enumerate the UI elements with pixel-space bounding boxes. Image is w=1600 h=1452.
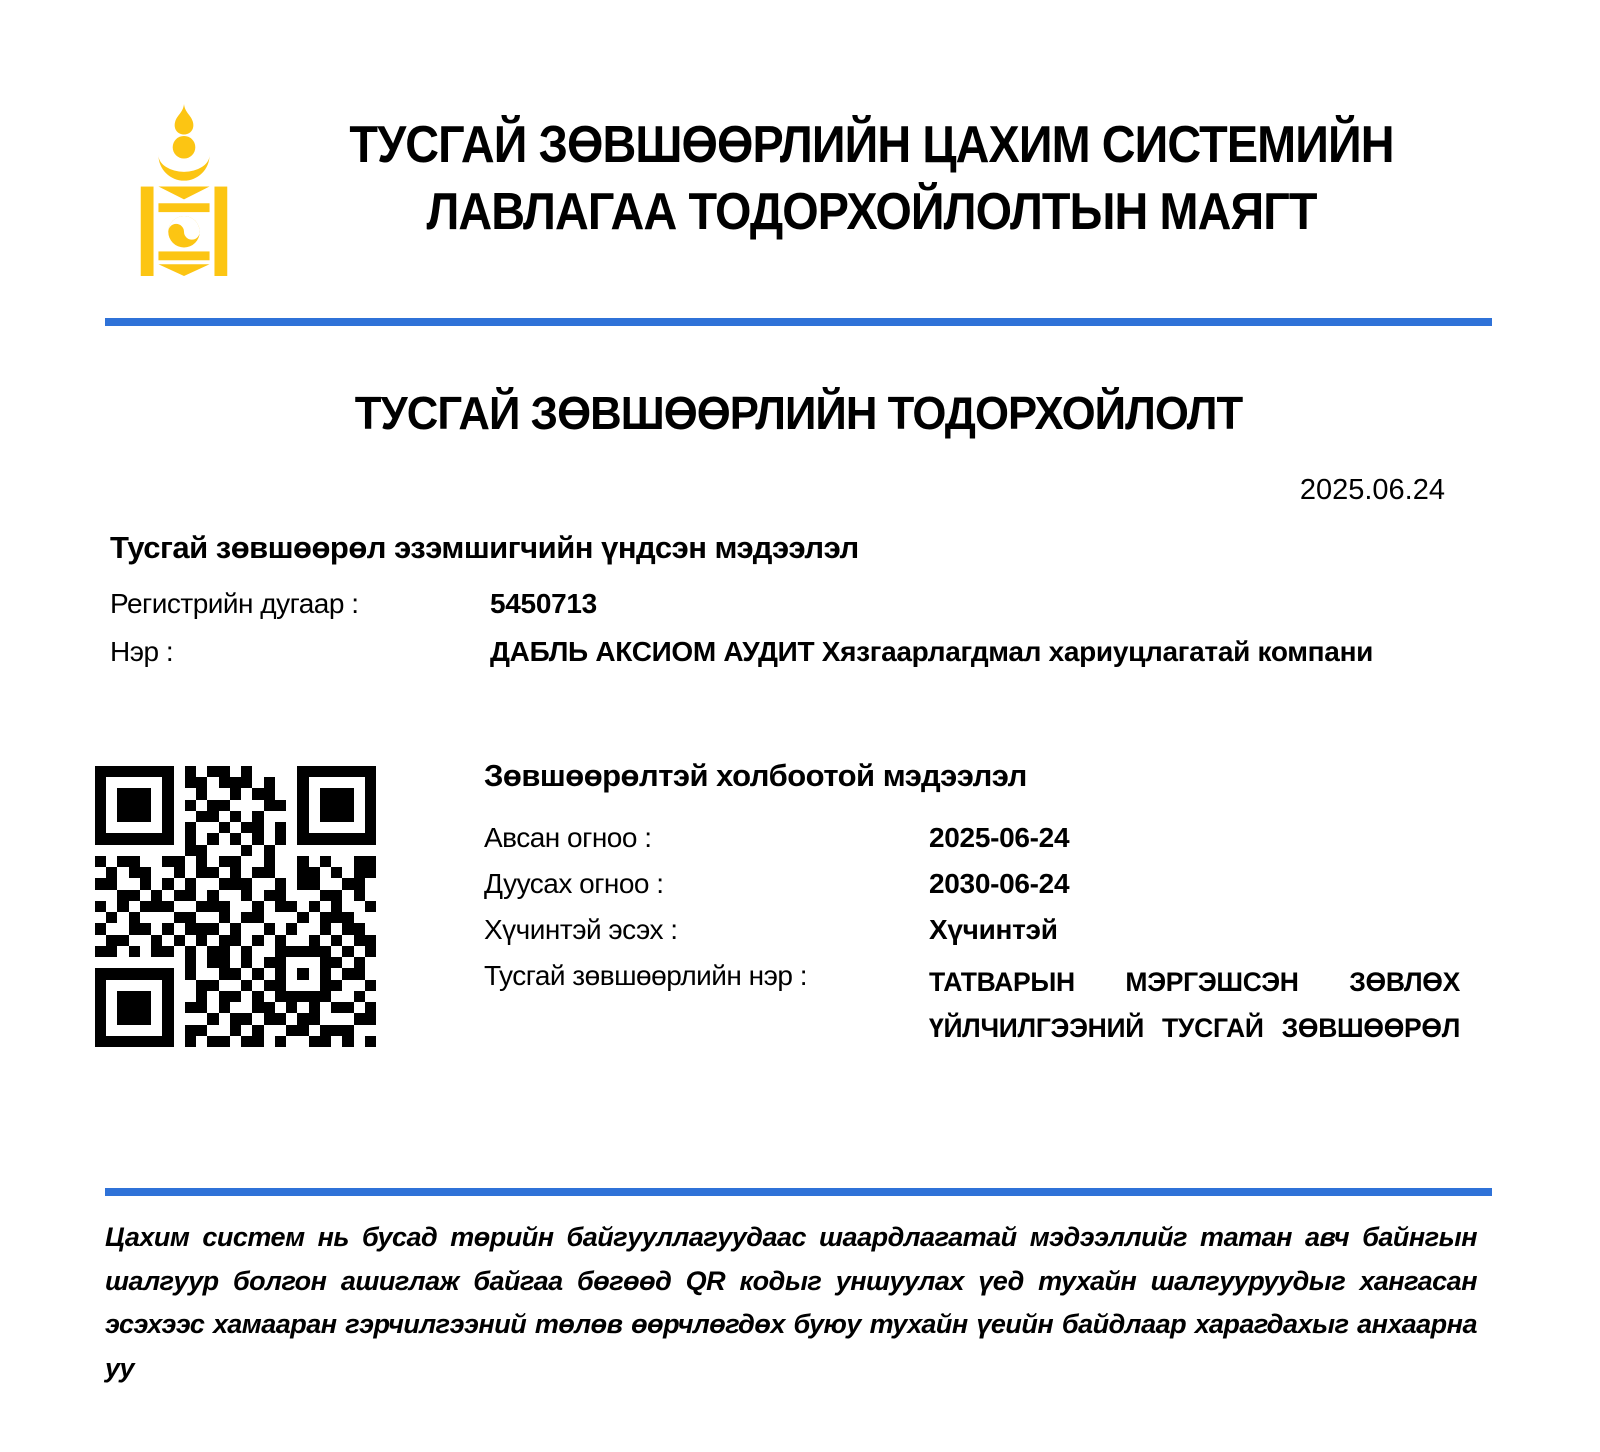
license-name-row [484, 960, 1460, 1051]
company-name-row [110, 636, 1460, 668]
document-date: 2025.06.24 [1299, 474, 1445, 506]
registration-number-row [110, 588, 1460, 620]
expiry-date-label: Дуусах огноо : [484, 868, 664, 899]
soyombo-emblem-icon [133, 104, 235, 276]
company-name-value: ДАБЛЬ АКСИОМ АУДИТ Хязгаарлагдмал хариуцлагатай компани [490, 636, 1374, 667]
license-section-heading: Зөвшөөрөлтэй холбоотой мэдээлэл [484, 758, 1027, 793]
owner-section-heading: Тусгай зөвшөөрөл эзэмшигчийн үндсэн мэдээлэл [110, 530, 859, 565]
expiry-date-row [484, 868, 1460, 900]
issued-date-label: Авсан огноо : [484, 822, 652, 853]
owner-info-section [110, 530, 1460, 684]
document-title [317, 112, 1427, 245]
certificate-subtitle: ТУСГАЙ ЗӨВШӨӨРЛИЙН ТОДОРХОЙЛОЛТ [354, 387, 1243, 439]
issued-date-row [484, 822, 1460, 854]
issued-date-value: 2025-06-24 [929, 822, 1070, 853]
document-title-line2: ЛАВЛАГАА ТОДОРХОЙЛОЛТЫН МАЯГТ [426, 182, 1317, 241]
validity-label: Хүчинтэй эсэх : [484, 914, 678, 945]
top-divider [105, 318, 1492, 326]
document-title-line1: ТУСГАЙ ЗӨВШӨӨРЛИЙН ЦАХИМ СИСТЕМИЙН [349, 116, 1394, 174]
validity-value: Хүчинтэй [929, 914, 1058, 945]
qr-code [95, 766, 376, 1047]
validity-row [484, 914, 1460, 946]
company-name-label: Нэр : [110, 636, 174, 667]
license-name-label: Тусгай зөвшөөрлийн нэр : [484, 960, 808, 991]
expiry-date-value: 2030-06-24 [929, 868, 1070, 899]
license-name-value: ТАТВАРЫН МЭРГЭШСЭН ЗӨВЛӨХ ҮЙЛЧИЛГЭЭНИЙ ТУСГАЙ ЗӨВШӨӨРӨЛ [929, 967, 1460, 1043]
registration-number-label: Регистрийн дугаар : [110, 588, 359, 619]
footer-note: Цахим систем нь бусад төрийн байгууллагуудаас шаардлагатай мэдээллийг татан авч байнгын шалгуур болгон ашиглаж байгаа бөгөөд QR кодыг уншуулах үед тухайн шалгууруудыг хангасан эсэхээс хамааран гэрчилгээний төлөв өөрчлөгдөх буюу тухайн үеийн байдлаар харагдахыг анхаарна уу [105, 1222, 1477, 1384]
license-info-block [95, 758, 1460, 1065]
license-info-section [484, 758, 1460, 1065]
bottom-divider [105, 1188, 1492, 1196]
registration-number-value: 5450713 [490, 588, 597, 619]
